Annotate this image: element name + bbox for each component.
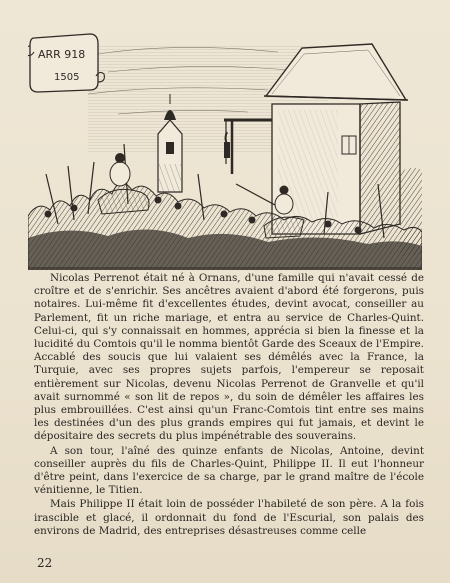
paragraph-2: A son tour, l'aîné des quinze enfants de Nicolas, Antoine, devint conseiller auprès du fils de Charles-Quint, Philippe II. Il eut l'honneur d'être peint, dans l'exercice de sa charge, par le grand maître de l'école vénitienne, le Titien. <box>34 444 424 497</box>
illustration <box>28 24 422 270</box>
paragraph-1: Nicolas Perrenot était né à Ornans, d'une famille qui n'avait cessé de croître et de s'enrichir. Ses ancêtres avaient d'abord été forgerons, puis notaires. Lui-même fit d'excellentes études, devint avocat, conseiller au Parlement, fit un riche mariage, et entra au service de Charles-Quint. Celui-ci, qui s'y connaissait en hommes, apprécia si bien la finesse et la lucidité du Comtois qu'il le nomma bientôt Garde des Sceaux de l'Empire. Accablé des soucis que lui valaient ses démêlés avec la France, la Turquie, avec ses propres sujets parfois, l'empereur se reposait entièrement sur Nicolas, devenu Nicolas Perrenot de Granvelle et qu'il avait surnommé « son lit de repos », du soin de démêler les affaires les plus embrouillées. C'est ainsi qu'un Franc-Comtois tint entre ses mains les destinées d'un des plus grands empires qui fut jamais, et devint le dépositaire des secrets du plus impénétrable des souverains. <box>34 272 424 443</box>
battle-scene-drawing <box>28 24 422 270</box>
scroll-cartouche <box>28 34 104 92</box>
body-text <box>34 272 424 538</box>
paragraph-3: Mais Philippe II était loin de posséder l'habileté de son père. A la fois irascible et glacé, il ordonnait du fond de l'Escurial, son palais des environs de Madrid, des entreprises désastreuses comme celle <box>34 498 424 537</box>
horseman <box>98 153 149 214</box>
page-number: 22 <box>37 556 53 570</box>
scroll-label-line1: ARR 918 <box>38 48 86 61</box>
scroll-label-line2: 1505 <box>54 72 80 83</box>
